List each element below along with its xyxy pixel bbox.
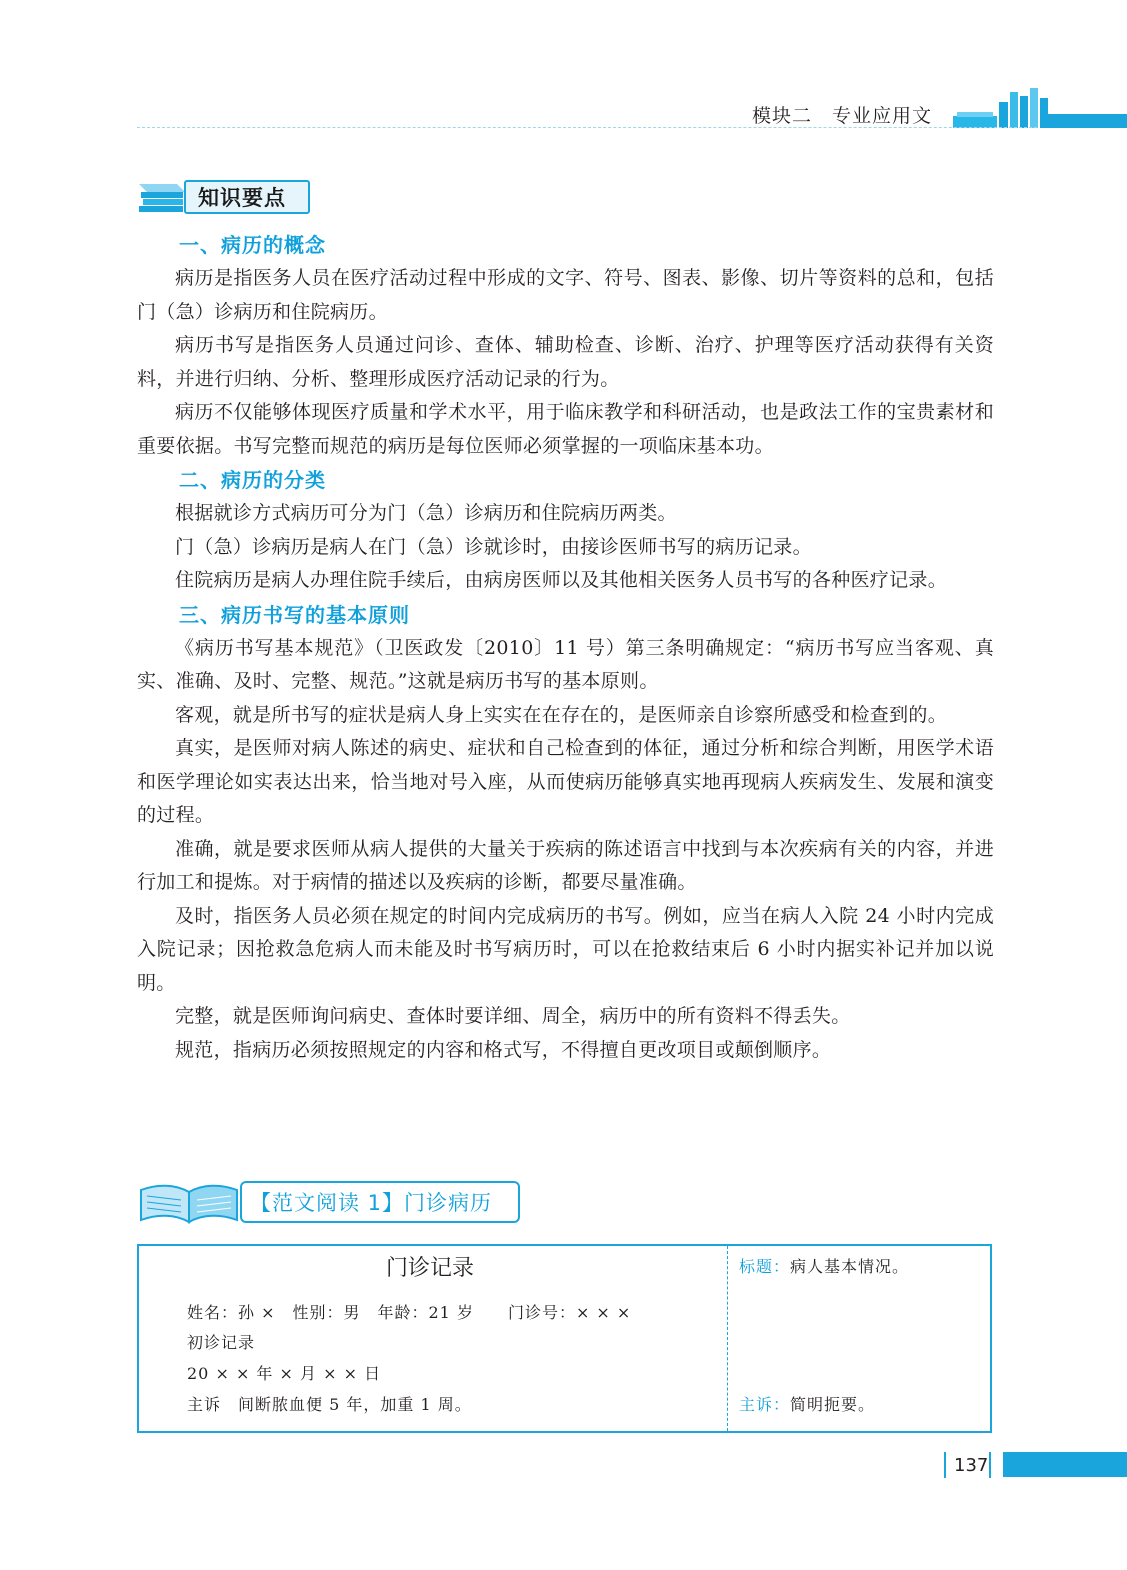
title-annotation-text: 病人基本情况。: [790, 1257, 910, 1276]
section-heading-principles: 三、病历书写的基本原则: [179, 602, 410, 627]
title-annotation-label: 标题：: [739, 1257, 791, 1276]
complaint-annotation: [739, 1392, 875, 1415]
paragraph: 病历是指医务人员在医疗活动过程中形成的文字、符号、图表、影像、切片等资料的总和，包括门（急）诊病历和住院病历。: [137, 267, 994, 323]
section-heading-classification: 二、病历的分类: [179, 468, 326, 492]
record-date-line: 20 × × 年 × 月 × × 日: [187, 1364, 382, 1383]
paragraph: 客观，就是所书写的症状是病人身上实实在在存在的，是医师亲自诊察所感受和检查到的。: [175, 703, 948, 726]
knowledge-points-label: 知识要点: [198, 186, 286, 210]
visit-type-line: 初诊记录: [187, 1333, 256, 1352]
open-book-icon: [137, 1180, 241, 1226]
paragraph: 及时，指医务人员必须在规定的时间内完成病历的书写。例如，应当在病人入院 24 小时内完成入院记录；因抢救急危病人而未能及时书写病历时，可以在抢救结束后 6 小时内据实补记并加以说明。: [137, 904, 994, 994]
paragraph: 病历不仅能够体现医疗质量和学术水平，用于临床教学和科研活动，也是政法工作的宝贵素材和重要依据。书写完整而规范的病历是每位医师必须掌握的一项临床基本功。: [137, 401, 994, 457]
paragraph: 病历书写是指医务人员通过问诊、查体、辅助检查、诊断、治疗、护理等医疗活动获得有关资料，并进行归纳、分析、整理形成医疗活动记录的行为。: [137, 334, 994, 390]
record-title: 门诊记录: [385, 1256, 474, 1281]
paragraph: 规范，指病历必须按照规定的内容和格式写，不得擅自更改项目或颠倒顺序。: [175, 1038, 832, 1061]
chief-complaint-line: 主诉 间断脓血便 5 年，加重 1 周。: [187, 1395, 472, 1414]
paragraph: 《病历书写基本规范》（卫医政发〔2010〕11 号）第三条明确规定：“病历书写应当客观、真实、准确、及时、完整、规范。”这就是病历书写的基本原则。: [137, 636, 994, 692]
annotation-divider: [727, 1246, 728, 1431]
header-divider: [137, 127, 1037, 128]
paragraph: 真实，是医师对病人陈述的病史、症状和自己检查到的体征，通过分析和综合判断，用医学术语和医学理论如实表达出来，恰当地对号入座，从而使病历能够真实地再现病人疾病发生、发展和演变的过程。: [137, 737, 994, 826]
paragraph: 门（急）诊病历是病人在门（急）诊就诊时，由接诊医师书写的病历记录。: [175, 535, 812, 558]
paragraph: 住院病历是病人办理住院手续后，由病房医师以及其他相关医务人员书写的各种医疗记录。: [175, 569, 948, 591]
footer-accent-bar: [1003, 1452, 1127, 1477]
page-number-marker: [989, 1452, 991, 1478]
main-text: [137, 228, 994, 1067]
reading-sample-label: 【范文阅读 1】门诊病历: [250, 1191, 493, 1215]
section-heading-concept: 一、病历的概念: [179, 233, 326, 257]
complaint-annotation-text: 简明扼要。: [790, 1395, 876, 1414]
page-number: 137: [954, 1455, 989, 1476]
paragraph: 根据就诊方式病历可分为门（急）诊病历和住院病历两类。: [175, 502, 677, 524]
running-header-title: 模块二 专业应用文: [752, 105, 933, 127]
patient-info-line: 姓名：孙 × 性别：男 年龄：21 岁 门诊号：× × ×: [187, 1303, 632, 1322]
books-decoration-icon: [953, 86, 1127, 128]
paragraph: 准确，就是要求医师从病人提供的大量关于疾病的陈述语言中找到与本次疾病有关的内容，并进行加工和提炼。对于病情的描述以及疾病的诊断，都要尽量准确。: [137, 837, 994, 893]
complaint-annotation-label: 主诉：: [739, 1395, 791, 1414]
paragraph: 完整，就是医师询问病史、查体时要详细、周全，病历中的所有资料不得丢失。: [175, 1005, 851, 1027]
page-number-marker: [944, 1452, 946, 1478]
title-annotation: [739, 1254, 909, 1277]
